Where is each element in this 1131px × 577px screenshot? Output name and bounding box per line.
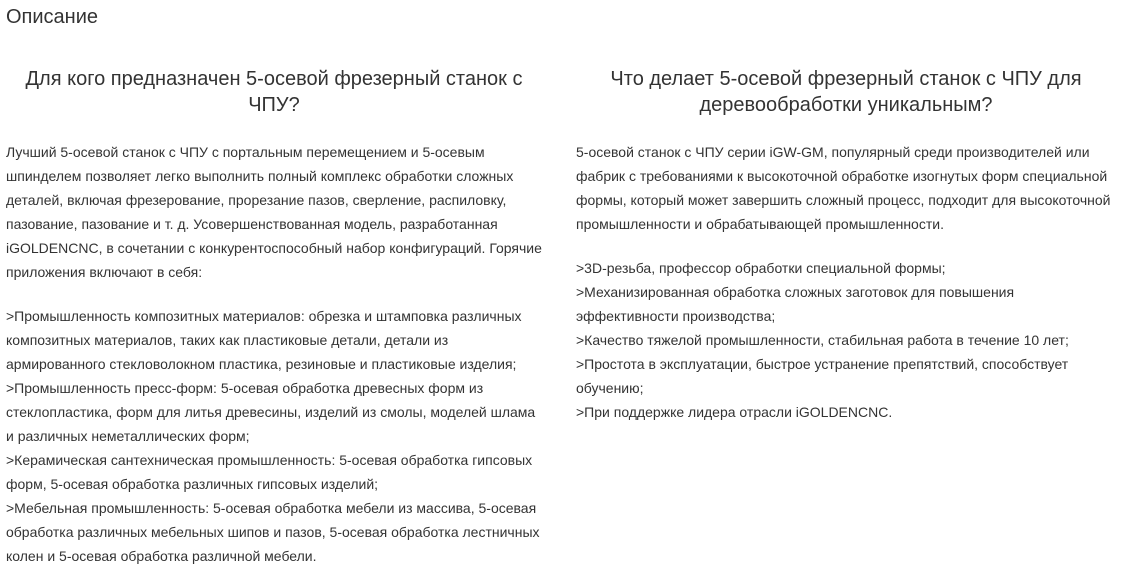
right-column-body xyxy=(576,140,1116,424)
left-list-item: >Мебельная промышленность: 5-осевая обработка мебели из массива, 5-осевая обработка различных мебельных шипов и пазов, 5-осевая обработка лестничных колен и 5-осевая обработка различной мебели. xyxy=(6,500,540,564)
right-column xyxy=(576,66,1116,424)
left-column-heading: Для кого предназначен 5-осевой фрезерный станок с ЧПУ? xyxy=(25,68,523,116)
paragraph-spacer xyxy=(6,284,542,304)
right-list-item: >Простота в эксплуатации, быстрое устранение препятствий, способствует обучению; xyxy=(576,356,1069,396)
left-column xyxy=(6,66,542,568)
right-list-item: >При поддержке лидера отрасли iGOLDENCNC. xyxy=(576,404,893,420)
left-list-item: >Промышленность пресс-форм: 5-осевая обработка древесных форм из стеклопластика, форм для литья древесины, изделий из смолы, моделей шлама и различных неметаллических форм; xyxy=(6,380,536,444)
left-list-item: >Керамическая сантехническая промышленность: 5-осевая обработка гипсовых форм, 5-осевая обработка различных гипсовых изделий; xyxy=(6,452,533,492)
left-list-item: >Промышленность композитных материалов: обрезка и штамповка различных композитных материалов, таких как пластиковые детали, детали из армированного стекловолокном пластика, резиновые и пластиковые изделия; xyxy=(6,308,522,372)
right-column-heading: Что делает 5-осевой фрезерный станок с ЧПУ для деревообработки уникальным? xyxy=(610,68,1082,116)
left-intro-paragraph: Лучший 5-осевой станок с ЧПУ с портальным перемещением и 5-осевым шпинделем позволяет легко выполнить полный комплекс обработки сложных деталей, включая фрезерование, прорезание пазов, сверление, распиловку, пазование, пазование и т. д. Усовершенствованная модель, разработанная iGOLDENCNC, в сочетании с конкурентоспособный набор конфигураций. Горячие приложения включают в себя: xyxy=(6,144,542,280)
right-intro-paragraph: 5-осевой станок с ЧПУ серии iGW-GM, популярный среди производителей или фабрик с требованиями к высокоточной обработке изогнутых форм специальной формы, который может завершить сложный процесс, подходит для высокоточной промышленности и обрабатывающей промышленности. xyxy=(576,144,1111,232)
paragraph-spacer xyxy=(576,236,1116,256)
right-list-item: >3D-резьба, профессор обработки специальной формы; xyxy=(576,260,946,276)
section-title: Описание xyxy=(6,6,99,28)
right-list-item: >Качество тяжелой промышленности, стабильная работа в течение 10 лет; xyxy=(576,332,1069,348)
right-list-item: >Механизированная обработка сложных заготовок для повышения эффективности производства; xyxy=(576,284,1015,324)
left-column-body xyxy=(6,140,542,568)
